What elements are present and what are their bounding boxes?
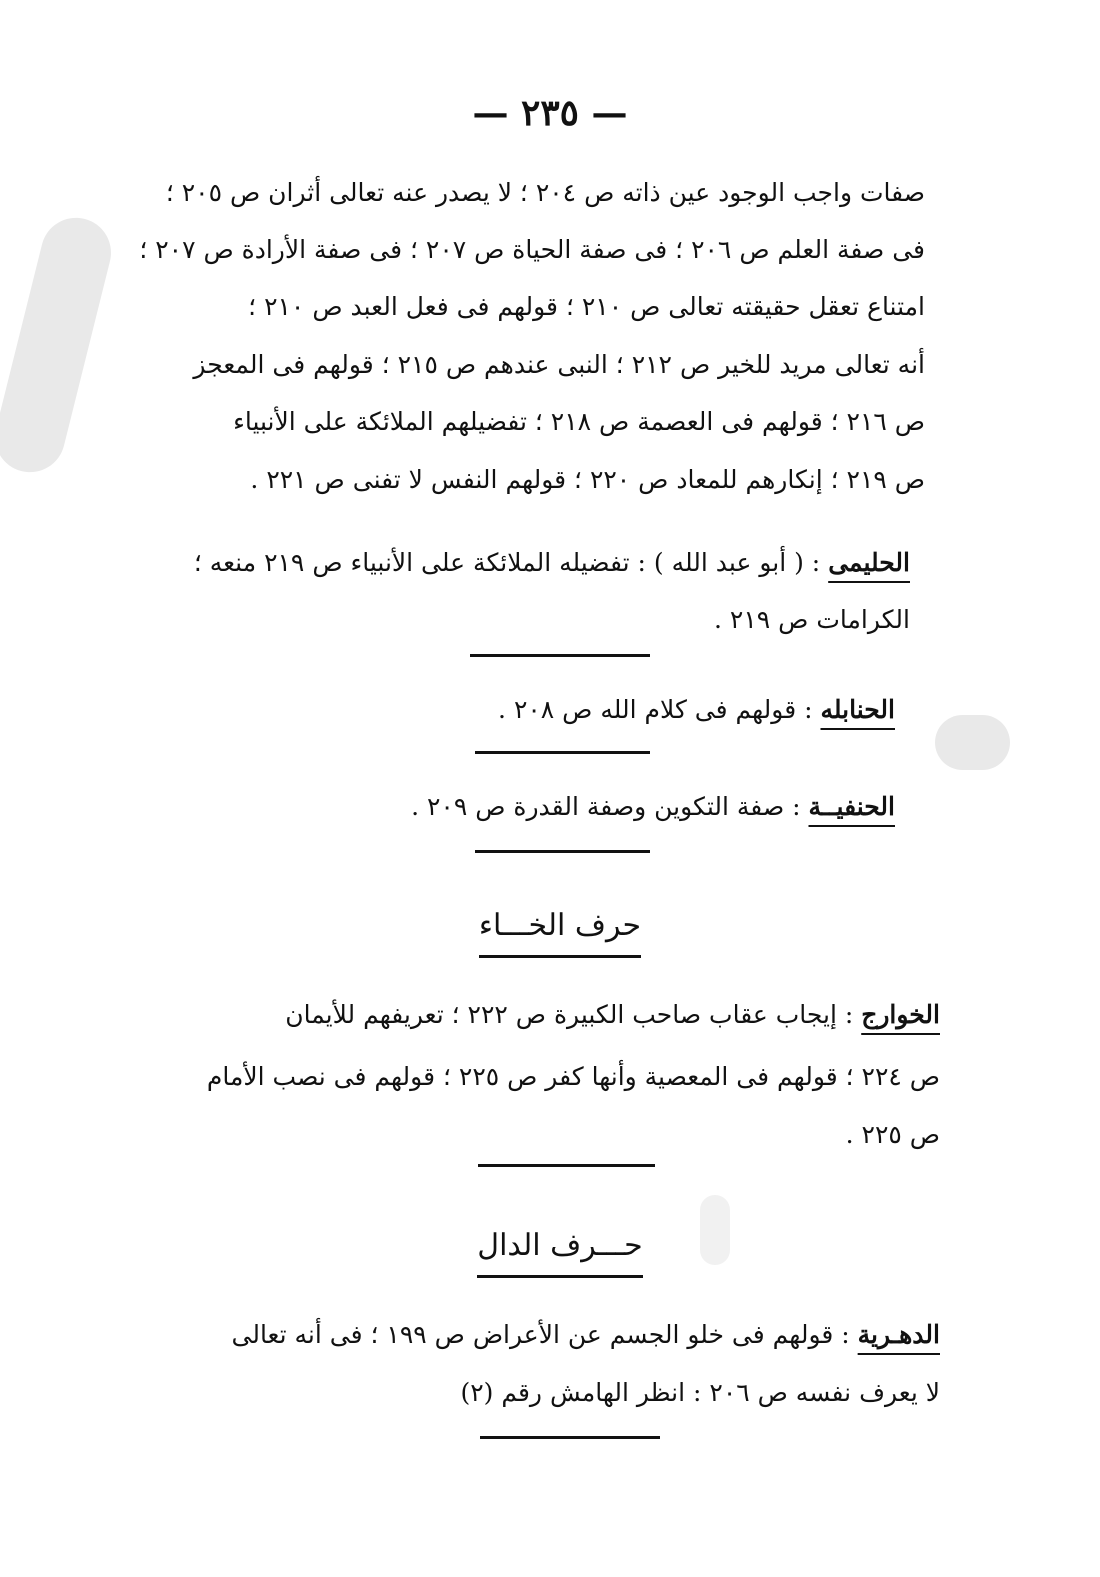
entry-text: : صفة التكوين وصفة القدرة ص ٢٠٩ . [411, 792, 801, 821]
entry-line: ص ٢١٩ ؛ إنكارهم للمعاد ص ٢٢٠ ؛ قولهم النفس لا تفنى ص ٢٢١ . [250, 465, 925, 494]
entry-term: الدهـرية [857, 1320, 940, 1349]
entry-term: الحنفيــة [808, 792, 895, 821]
section-divider [475, 751, 650, 754]
scan-smudge-right [935, 715, 1010, 770]
entry-line: ص ٢٢٤ ؛ قولهم فى المعصية وأنها كفر ص ٢٢٥ ؛ قولهم فى نصب الأمام [206, 1062, 940, 1091]
entry-text: : قولهم فى كلام الله ص ٢٠٨ . [498, 695, 813, 724]
entry-line: صفات واجب الوجود عين ذاته ص ٢٠٤ ؛ لا يصدر عنه تعالى أثران ص ٢٠٥ ؛ [165, 178, 925, 207]
entry-text: : إيجاب عقاب صاحب الكبيرة ص ٢٢٢ ؛ تعريفهم للأيمان [285, 1000, 854, 1029]
entry-line: فى صفة العلم ص ٢٠٦ ؛ فى صفة الحياة ص ٢٠٧ ؛ فى صفة الأرادة ص ٢٠٧ ؛ [139, 235, 925, 264]
page-number: — ٢٣٥ — [472, 92, 628, 134]
entry-line: ص ٢١٦ ؛ قولهم فى العصمة ص ٢١٨ ؛ تفضيلهم الملائكة على الأنبياء [233, 407, 925, 436]
section-divider [470, 654, 650, 657]
section-heading-dal: حـــرف الدال [460, 1228, 660, 1263]
scan-smudge-left [0, 210, 118, 479]
entry-line: لا يعرف نفسه ص ٢٠٦ : انظر الهامش رقم (٢) [460, 1378, 940, 1407]
entry-text: : قولهم فى خلو الجسم عن الأعراض ص ١٩٩ ؛ فى أنه تعالى [231, 1320, 850, 1349]
scan-smudge-middle [700, 1195, 730, 1265]
entry-line: أنه تعالى مريد للخير ص ٢١٢ ؛ النبى عندهم ص ٢١٥ ؛ قولهم فى المعجز [193, 350, 925, 379]
entry-line: الكرامات ص ٢١٩ . [714, 605, 910, 634]
section-divider [475, 850, 650, 853]
entry-text: : ( أبو عبد الله ) : تفضيله الملائكة على الأنبياء ص ٢١٩ منعه ؛ [193, 548, 821, 577]
entry-term: الحنابله [820, 695, 895, 724]
entry-line: امتناع تعقل حقيقته تعالى ص ٢١٠ ؛ قولهم فى فعل العبد ص ٢١٠ ؛ [248, 292, 925, 321]
hanafiyya-entry [295, 792, 895, 822]
hanabila-entry [295, 695, 895, 725]
section-divider [480, 1436, 660, 1439]
entry-term: الخوارج [861, 1000, 940, 1029]
entry-line: ص ٢٢٥ . [845, 1120, 940, 1149]
entry-term: الحليمى [828, 548, 910, 577]
section-heading-kha: حرف الخـــاء [460, 908, 660, 943]
section-divider [478, 1164, 655, 1167]
